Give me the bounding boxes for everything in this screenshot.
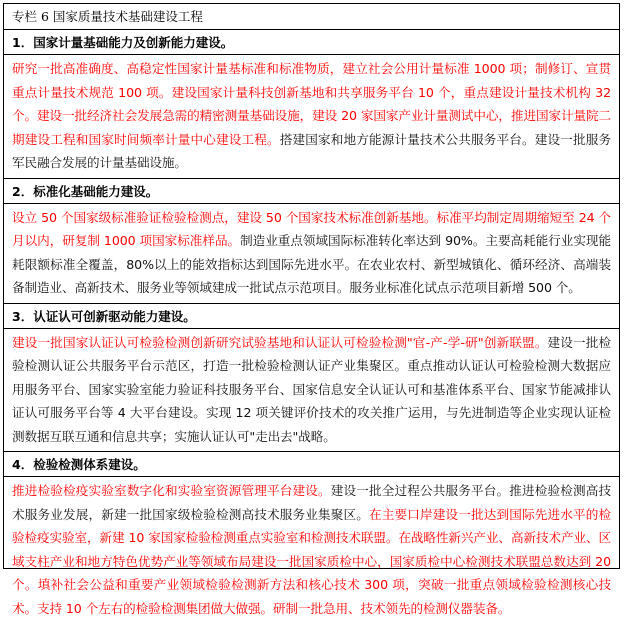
section-3-heading: 3．认证认可创新驱动能力建设。 (4, 304, 619, 329)
section-2-heading: 2．标准化基础能力建设。 (4, 179, 619, 204)
section-4-text: 建设一批全过程公共服务平台。推进检验检测高技术服务业发展，新建一批国家级检验检测高技术服务业集聚区。 (12, 483, 611, 522)
section-4-body (4, 477, 619, 623)
section-1-highlight: 研究一批高准确度、高稳定性国家计量基标准和标准物质，建立社会公用计量标准 1000 项；制修订、宣贯重点计量技术规范 100 项。建设国家计量科技创新基地和共享服务平台 10 个，重点建设计量技术机构 32 个。建设一批经济社会发展急需的精密测量基础设施，建设 20 家国家产业计量测试中心，推进国家计量院二期建设工程和国家时间频率计量中心建设工程。 (12, 61, 611, 147)
special-column-box (3, 3, 620, 616)
section-1-text: 搭建国家和地方能源计量技术公共服务平台。建设一批服务军民融合发展的计量基础设施。 (12, 131, 611, 170)
section-2-body (4, 204, 619, 304)
section-3-text: 建设一批检验检测认证公共服务平台示范区，打造一批检验检测认证产业集聚区。重点推动认证认可检验检测大数据应用服务平台、国家实验室能力验证科技服务平台、国家信息安全认证认可和基准体系平台、国家节能减排认证认可服务平台等 4 大平台建设。实现 12 项关键评价技术的攻关推广运用，与先进制造等企业实现认证检测数据互联互通和信息共享；实施认证认可"走出去"战略。 (12, 334, 611, 444)
section-1-heading: 1．国家计量基础能力及创新能力建设。 (4, 30, 619, 55)
section-2-text: 制造业重点领域国际标准转化率达到 90%。主要高耗能行业实现能耗限额标准全覆盖，80%以上的能效指标达到国际先进水平。在农业农村、新型城镇化、循环经济、高端装备制造业、高新技术、服务业等领域建成一批试点示范项目。服务业标准化试点示范项目新增 500 个。 (12, 233, 611, 295)
section-4-highlight-2: 在主要口岸建设一批达到国际先进水平的检验检疫实验室，新建 10 家国家检验检测重点实验室和检测技术联盟。在战略性新兴产业、高新技术产业、区域支柱产业和地方特色优势产业等领域布局建设一批国家质检中心，国家质检中心检测技术联盟总数达到 20 个。填补社会公益和重要产业领域检验检测新方法和核心技术 300 项，突破一批重点领域检验检测核心技术。支持 10 个左右的检验检测集团做大做强。研制一批急用、技术领先的检测仪器装备。 (12, 506, 611, 616)
section-1-body (4, 55, 619, 179)
section-4-heading: 4．检验检测体系建设。 (4, 452, 619, 477)
section-3-body (4, 329, 619, 453)
section-3-highlight: 建设一批国家认证认可检验检测创新研究试验基地和认证认可检验检测"官-产-学-研"创新联盟。 (12, 334, 548, 350)
column-title: 专栏 6 国家质量技术基础建设工程 (4, 4, 619, 30)
section-2-highlight: 设立 50 个国家级标准验证检验检测点，建设 50 个国家技术标准创新基地。标准平均制定周期缩短至 24 个月以内，研复制 1000 项国家标准样品。 (12, 209, 611, 248)
section-4-highlight: 推进检验检疫实验室数字化和实验室资源管理平台建设。 (12, 483, 331, 498)
